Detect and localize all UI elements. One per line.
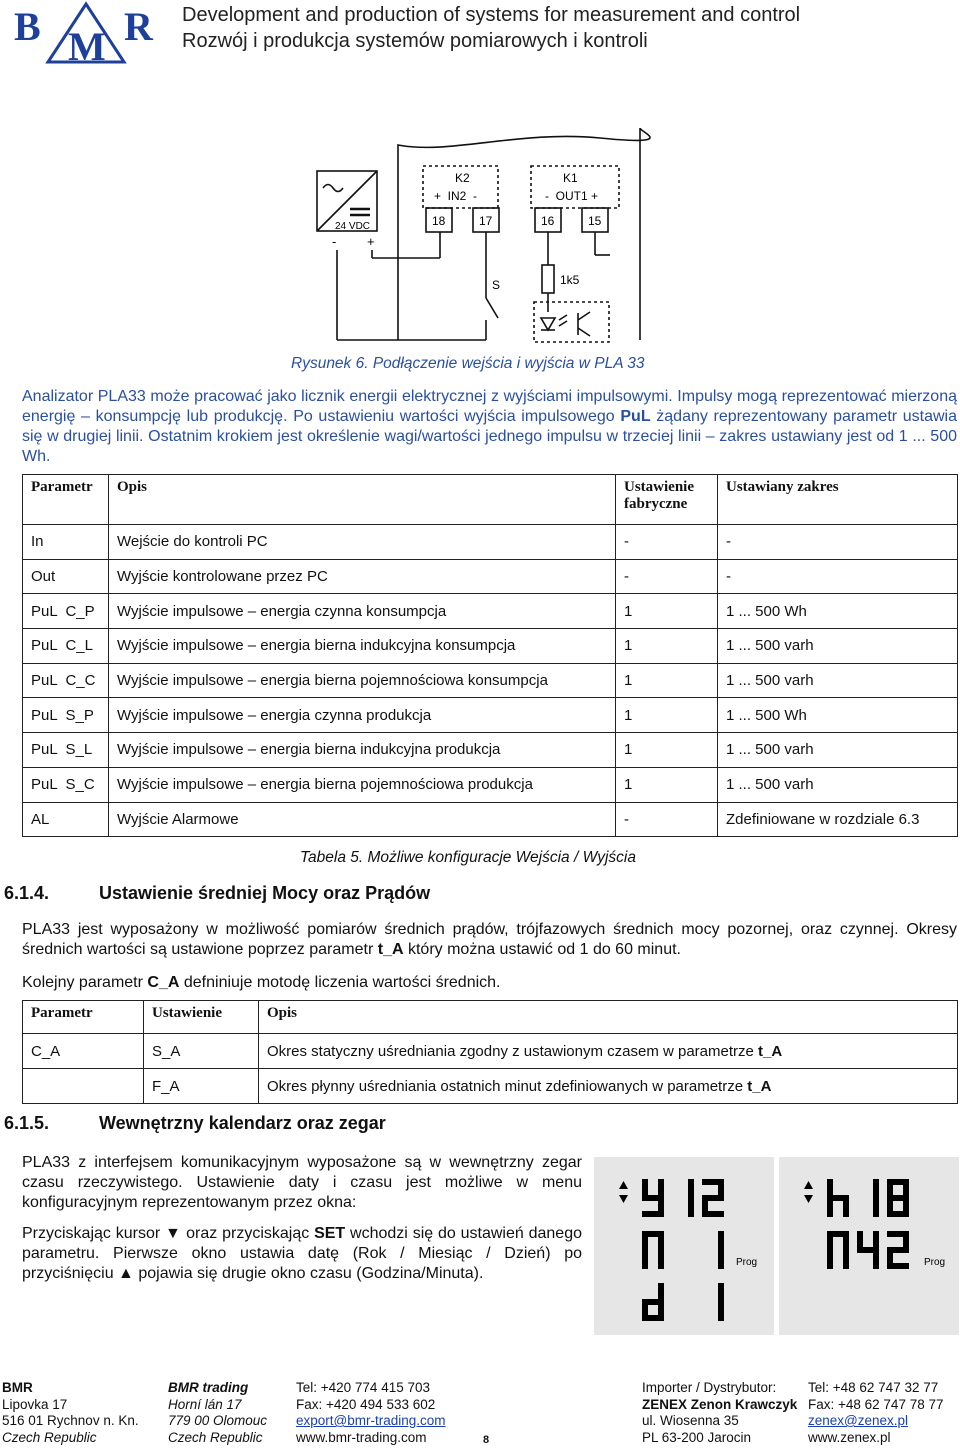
footer-bmr-tel: Tel: +420 774 415 703 xyxy=(296,1380,430,1395)
footer-bmr-name: BMR xyxy=(2,1380,33,1395)
cell-param: PuL S_C xyxy=(23,767,109,802)
footer-col-bmr-trading xyxy=(168,1380,267,1446)
section-615-number: 6.1.5. xyxy=(4,1113,50,1133)
lcd-time-char-0-1 xyxy=(873,1179,879,1217)
lcd-date-char-0-0 xyxy=(642,1179,664,1217)
footer-bmr-city: 516 01 Rychnov n. Kn. xyxy=(2,1413,139,1428)
s615-p2-set: SET xyxy=(314,1225,346,1242)
cell-range: Zdefiniowane w rozdziale 6.3 xyxy=(718,802,958,837)
cell-factory: - xyxy=(616,525,718,560)
footer-bmr-street: Lipovka 17 xyxy=(2,1396,68,1412)
header-line-1: Development and production of systems for measurement and control xyxy=(182,4,801,26)
avg-header-row xyxy=(23,1001,958,1034)
lcd-date-char-2-0 xyxy=(642,1283,664,1321)
avg-row2-desc-param: t_A xyxy=(747,1077,772,1095)
cell-factory: 1 xyxy=(616,663,718,698)
lcd-time-char-1-2 xyxy=(887,1231,909,1269)
cell-param: PuL C_C xyxy=(23,663,109,698)
cell-range: 1 ... 500 varh xyxy=(718,663,958,698)
s614-p2-param: C_A xyxy=(147,974,180,991)
updown-arrows-icon xyxy=(804,1181,813,1203)
terminal-18: 18 xyxy=(432,214,446,228)
s615-p2-text-c: wchodzi się do ustawień danego parametru. Pierwsze okno ustawia datę (Rok / Miesiąc / Dzień) po przyciśnięciu xyxy=(22,1225,582,1282)
avg-row2-param xyxy=(23,1069,144,1104)
lcd-time-digits xyxy=(827,1179,909,1269)
table-header-row xyxy=(23,475,958,525)
footer-zenex-web[interactable]: www.zenex.pl xyxy=(808,1429,891,1445)
cell-param: PuL S_L xyxy=(23,733,109,768)
cell-factory: - xyxy=(616,802,718,837)
cell-desc: Wyjście Alarmowe xyxy=(109,802,616,837)
table-row xyxy=(23,802,958,837)
footer-bmr-email-link[interactable]: export@bmr-trading.com xyxy=(296,1413,446,1428)
section-614-paragraph-2 xyxy=(22,973,957,993)
footer-zenex-city: PL 63-200 Jarocin xyxy=(642,1429,752,1445)
table-row xyxy=(23,767,958,802)
s615-p2-text-d: pojawia się drugie okno czasu (Godzina/Minuta). xyxy=(138,1265,484,1282)
section-614-title: Ustawienie średniej Mocy oraz Prądów xyxy=(99,883,431,903)
cell-param: PuL S_P xyxy=(23,698,109,733)
s614-p1-param: t_A xyxy=(377,941,404,958)
cell-param: AL xyxy=(23,802,109,837)
supply-minus: - xyxy=(332,234,337,249)
table-row xyxy=(23,1034,958,1069)
cell-factory: - xyxy=(616,559,718,594)
footer-zenex-email-link[interactable]: zenex@zenex.pl xyxy=(808,1413,909,1428)
cell-factory: 1 xyxy=(616,733,718,768)
avg-row1-setting: S_A xyxy=(144,1034,259,1069)
lcd-date-char-0-2 xyxy=(702,1179,724,1217)
footer-trading-name: BMR trading xyxy=(168,1380,249,1395)
cell-factory: 1 xyxy=(616,594,718,629)
table-row xyxy=(23,559,958,594)
col-header-factory: Ustawienie fabryczne xyxy=(616,475,718,525)
avg-row2-desc xyxy=(259,1069,958,1104)
cell-desc: Wyjście impulsowe – energia bierna pojemnościowa konsumpcja xyxy=(109,663,616,698)
avg-col-setting: Ustawienie xyxy=(144,1001,259,1034)
terminal-17: 17 xyxy=(479,214,493,228)
footer-bmr-web[interactable]: www.bmr-trading.com xyxy=(296,1429,427,1445)
page-number: 8 xyxy=(483,1434,490,1446)
cell-param: Out xyxy=(23,559,109,594)
switch-label: S xyxy=(492,278,501,292)
table-row xyxy=(23,698,958,733)
section-615-paragraph-1: PLA33 z interfejsem komunikacyjnym wyposażone są w wewnętrzny zegar czasu rzeczywistego. Ustawienie daty i czasu jest możliwe w menu konfiguracyjnym reprezentowanym przez okna: xyxy=(22,1154,582,1211)
cell-factory: 1 xyxy=(616,629,718,664)
lcd-date-window xyxy=(594,1157,774,1335)
in2-label: + IN2 - xyxy=(434,189,478,203)
cell-factory: 1 xyxy=(616,767,718,802)
intro-text-2: żądany reprezentowany parametr ustawia się w drugiej linii. Ostatnim krokiem jest określenie wagi/wartości jednego impulsu w trzeciej linii – zakres ustawiany jest od 1 ... 500 Wh. xyxy=(22,408,958,465)
header-line-2: Rozwój i produkcja systemów pomiarowych i kontroli xyxy=(182,30,648,52)
col-header-param: Parametr xyxy=(23,475,109,525)
col-header-desc: Opis xyxy=(109,475,616,525)
lcd-date-char-1-2 xyxy=(718,1231,724,1269)
cell-desc: Wejście do kontroli PC xyxy=(109,525,616,560)
s614-p1-text-b: który można ustawić od 1 do 60 minut. xyxy=(407,941,681,958)
k2-label: K2 xyxy=(455,171,470,185)
terminal-16: 16 xyxy=(541,214,555,228)
table-row xyxy=(23,525,958,560)
cell-desc: Wyjście impulsowe – energia bierna indukcyjna produkcja xyxy=(109,733,616,768)
avg-row1-desc xyxy=(259,1034,958,1069)
cell-desc: Wyjście impulsowe – energia czynna produkcja xyxy=(109,698,616,733)
lcd-date-char-0-1 xyxy=(688,1179,694,1217)
down-arrow-icon: ▼ xyxy=(165,1225,182,1242)
footer-trading-street: Horní lán 17 xyxy=(168,1396,242,1412)
cell-param: In xyxy=(23,525,109,560)
cell-param: PuL C_P xyxy=(23,594,109,629)
avg-col-desc: Opis xyxy=(259,1001,958,1034)
logo-letter-m: M xyxy=(68,24,106,64)
lcd-time-char-0-0 xyxy=(827,1179,849,1217)
footer-bmr-country: Czech Republic xyxy=(2,1429,97,1445)
cell-desc: Wyjście kontrolowane przez PC xyxy=(109,559,616,594)
out1-label: - OUT1 + xyxy=(545,189,599,203)
supply-voltage-label: 24 VDC xyxy=(335,221,371,232)
footer-zenex-fax: Fax: +48 62 747 78 77 xyxy=(808,1396,944,1412)
footer-zenex-name: ZENEX Zenon Krawczyk xyxy=(642,1396,798,1412)
footer-zenex-tel: Tel: +48 62 747 32 77 xyxy=(808,1380,939,1395)
cell-param: PuL C_L xyxy=(23,629,109,664)
avg-row1-desc-param: t_A xyxy=(758,1042,783,1060)
terminal-15: 15 xyxy=(588,214,602,228)
averaging-table xyxy=(22,1000,958,1104)
cell-range: 1 ... 500 Wh xyxy=(718,594,958,629)
s615-p2-text-b: oraz przyciskając xyxy=(186,1225,310,1242)
intro-paragraph xyxy=(22,387,957,467)
table-row xyxy=(23,594,958,629)
footer-col-zenex xyxy=(642,1380,797,1446)
footer-trading-city: 779 00 Olomouc xyxy=(168,1413,268,1428)
lcd-date-char-1-0 xyxy=(642,1231,664,1269)
cell-range: - xyxy=(718,559,958,594)
lcd-date-digits xyxy=(642,1179,724,1321)
table5-caption: Tabela 5. Możliwe konfiguracje Wejścia / Wyjścia xyxy=(300,849,636,866)
footer-zenex-street: ul. Wiosenna 35 xyxy=(642,1413,739,1428)
intro-text-1: Analizator PLA33 może pracować jako licznik energii elektrycznej z wyjściami impulsowymi. Impulsy mogą reprezentować mierzoną energię – konsumpcję lub produkcję. Po ustawieniu wartości wyjścia impulsowego xyxy=(22,388,957,425)
cell-range: - xyxy=(718,525,958,560)
table-row xyxy=(23,629,958,664)
cell-desc: Wyjście impulsowe – energia czynna konsumpcja xyxy=(109,594,616,629)
lcd-date-char-2-2 xyxy=(718,1283,724,1321)
lcd-time-prog-label: Prog xyxy=(924,1257,946,1268)
supply-plus: + xyxy=(367,234,375,249)
section-615-paragraph-2 xyxy=(22,1224,582,1284)
figure-caption: Rysunek 6. Podłączenie wejścia i wyjścia w PLA 33 xyxy=(291,355,645,372)
avg-col-param: Parametr xyxy=(23,1001,144,1034)
lcd-time-char-0-2 xyxy=(887,1179,909,1217)
section-614-number: 6.1.4. xyxy=(4,883,50,903)
logo-letter-b: B xyxy=(14,4,41,49)
cell-desc: Wyjście impulsowe – energia bierna indukcyjna konsumpcja xyxy=(109,629,616,664)
wiring-diagram xyxy=(290,128,670,353)
lcd-time-display xyxy=(779,1157,959,1335)
avg-row1-desc-text: Okres statyczny uśredniania zgodny z ustawionym czasem w parametrze xyxy=(267,1042,754,1060)
footer-bmr-fax: Fax: +420 494 533 602 xyxy=(296,1396,436,1412)
cell-range: 1 ... 500 varh xyxy=(718,733,958,768)
lcd-date-display xyxy=(594,1157,774,1335)
cell-factory: 1 xyxy=(616,698,718,733)
logo xyxy=(6,0,166,64)
section-614-paragraph-1 xyxy=(22,920,957,960)
updown-arrows-icon xyxy=(619,1181,628,1203)
resistor-label: 1k5 xyxy=(560,273,580,287)
cell-range: 1 ... 500 varh xyxy=(718,629,958,664)
s615-p2-text-a: Przyciskając kursor xyxy=(22,1225,161,1242)
table-row xyxy=(23,1069,958,1104)
up-arrow-icon: ▲ xyxy=(118,1265,134,1282)
cell-range: 1 ... 500 Wh xyxy=(718,698,958,733)
cell-desc: Wyjście impulsowe – energia bierna pojemnościowa produkcja xyxy=(109,767,616,802)
s614-p2-text-b: defniniuje motodę liczenia wartości średnich. xyxy=(183,974,501,991)
footer-col-bmr xyxy=(2,1380,139,1446)
lcd-time-char-1-0 xyxy=(827,1231,849,1269)
table-row xyxy=(23,663,958,698)
bmr-logo-graphic xyxy=(6,0,166,64)
lcd-time-window xyxy=(779,1157,959,1335)
footer-col-bmr-contact xyxy=(296,1380,446,1446)
footer-importer-label: Importer / Dystrybutor: xyxy=(642,1380,777,1395)
col-header-range: Ustawiany zakres xyxy=(718,475,958,525)
avg-row1-param: C_A xyxy=(23,1034,144,1069)
s614-p1-text-a: PLA33 jest wyposażony w możliwość pomiarów średnich prądów, trójfazowych średnich mocy pozornej, oraz czynnej. Okresy średnich wartości są ustawione poprzez parametr xyxy=(22,921,957,958)
table-row xyxy=(23,733,958,768)
lcd-time-char-1-1 xyxy=(857,1231,879,1269)
intro-pul: PuL xyxy=(620,408,651,425)
section-615-title: Wewnętrzny kalendarz oraz zegar xyxy=(99,1113,386,1133)
lcd-date-prog-label: Prog xyxy=(736,1257,758,1268)
avg-row2-desc-text: Okres płynny uśredniania ostatnich minut zdefiniowanych w parametrze xyxy=(267,1077,744,1095)
k1-label: K1 xyxy=(563,171,578,185)
io-config-table-body xyxy=(23,525,958,837)
footer-trading-country: Czech Republic xyxy=(168,1429,263,1445)
footer-col-zenex-contact xyxy=(808,1380,943,1446)
avg-row2-setting: F_A xyxy=(144,1069,259,1104)
io-config-table xyxy=(22,474,958,837)
s614-p2-text-a: Kolejny parametr xyxy=(22,974,143,991)
cell-range: 1 ... 500 varh xyxy=(718,767,958,802)
logo-letter-r: R xyxy=(124,4,153,49)
